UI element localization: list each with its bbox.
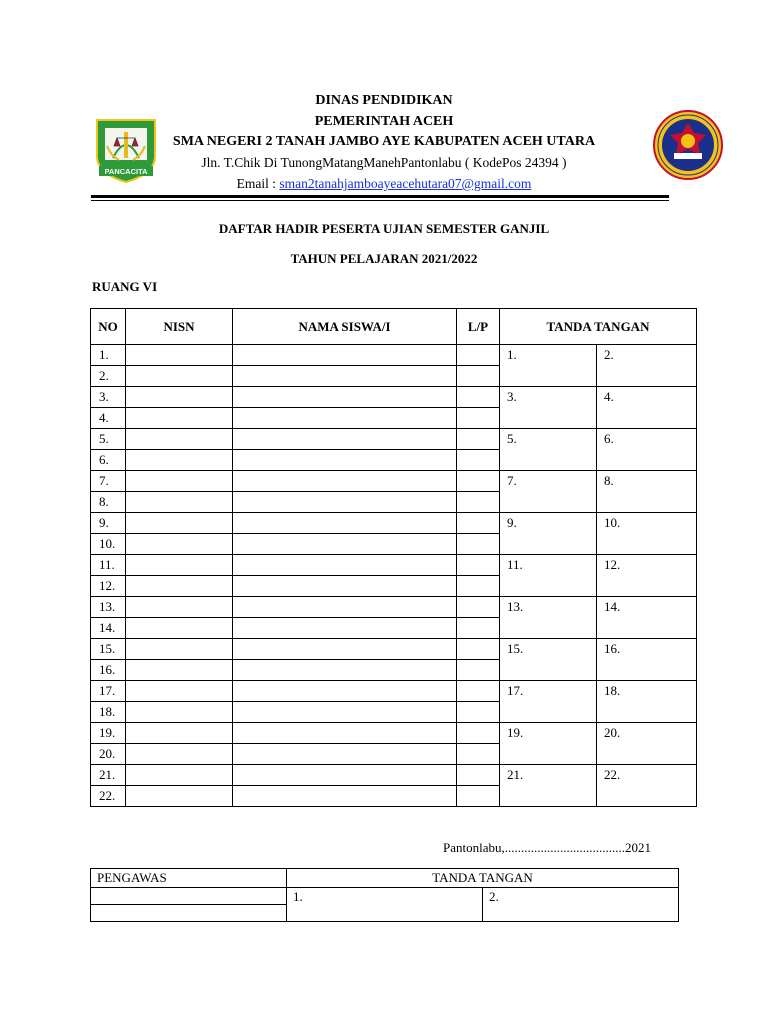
nisn-cell[interactable] [126, 723, 233, 744]
row-number: 5. [91, 429, 126, 450]
gender-cell[interactable] [457, 702, 500, 723]
row-number: 11. [91, 555, 126, 576]
nisn-cell[interactable] [126, 345, 233, 366]
academic-year: TAHUN PELAJARAN 2021/2022 [290, 251, 478, 266]
nisn-cell[interactable] [126, 765, 233, 786]
gender-cell[interactable] [457, 639, 500, 660]
nisn-cell[interactable] [126, 450, 233, 471]
supervisor-table [90, 868, 679, 922]
supervisor-name-cell-1[interactable] [91, 888, 287, 905]
gender-cell[interactable] [457, 429, 500, 450]
gender-cell[interactable] [457, 387, 500, 408]
room-label: RUANG VI [92, 279, 158, 294]
nisn-cell[interactable] [126, 618, 233, 639]
table-row [91, 723, 697, 744]
gender-cell[interactable] [457, 660, 500, 681]
signature-cell[interactable]: 17. [500, 681, 597, 723]
supervisor-signature-1[interactable]: 1. [287, 888, 483, 922]
signature-cell[interactable]: 8. [597, 471, 697, 513]
gender-cell[interactable] [457, 618, 500, 639]
student-name-cell[interactable] [233, 366, 457, 387]
student-name-cell[interactable] [233, 765, 457, 786]
row-number: 13. [91, 597, 126, 618]
nisn-cell[interactable] [126, 387, 233, 408]
supervisor-row [91, 888, 679, 905]
gender-cell[interactable] [457, 534, 500, 555]
table-row [91, 639, 697, 660]
supervisor-signature-header: TANDA TANGAN [287, 869, 679, 888]
student-name-cell[interactable] [233, 534, 457, 555]
signature-cell[interactable]: 4. [597, 387, 697, 429]
row-number: 20. [91, 744, 126, 765]
header-no: NO [91, 309, 126, 345]
student-name-cell[interactable] [233, 639, 457, 660]
gender-cell[interactable] [457, 555, 500, 576]
letterhead-divider-thick [91, 195, 669, 198]
signature-cell[interactable]: 6. [597, 429, 697, 471]
document-title: DAFTAR HADIR PESERTA UJIAN SEMESTER GANJIL [218, 221, 550, 236]
gender-cell[interactable] [457, 408, 500, 429]
signature-cell[interactable]: 10. [597, 513, 697, 555]
attendance-table [90, 308, 697, 807]
header-signature: TANDA TANGAN [500, 309, 697, 345]
student-name-cell[interactable] [233, 555, 457, 576]
row-number: 7. [91, 471, 126, 492]
student-name-cell[interactable] [233, 660, 457, 681]
student-name-cell[interactable] [233, 387, 457, 408]
signature-cell[interactable]: 20. [597, 723, 697, 765]
student-name-cell[interactable] [233, 681, 457, 702]
row-number: 22. [91, 786, 126, 807]
nisn-cell[interactable] [126, 597, 233, 618]
supervisor-header: PENGAWAS [91, 869, 287, 888]
nisn-cell[interactable] [126, 534, 233, 555]
signature-cell[interactable]: 14. [597, 597, 697, 639]
row-number: 21. [91, 765, 126, 786]
signature-cell[interactable]: 1. [500, 345, 597, 387]
student-name-cell[interactable] [233, 408, 457, 429]
row-number: 4. [91, 408, 126, 429]
student-name-cell[interactable] [233, 450, 457, 471]
gender-cell[interactable] [457, 765, 500, 786]
signature-cell[interactable]: 21. [500, 765, 597, 807]
row-number: 12. [91, 576, 126, 597]
signature-cell[interactable]: 7. [500, 471, 597, 513]
gender-cell[interactable] [457, 723, 500, 744]
table-row [91, 471, 697, 492]
row-number: 6. [91, 450, 126, 471]
row-number: 8. [91, 492, 126, 513]
student-name-cell[interactable] [233, 786, 457, 807]
supervisor-header-row [91, 869, 679, 888]
gender-cell[interactable] [457, 744, 500, 765]
signature-cell[interactable]: 5. [500, 429, 597, 471]
student-name-cell[interactable] [233, 576, 457, 597]
student-name-cell[interactable] [233, 471, 457, 492]
nisn-cell[interactable] [126, 639, 233, 660]
signature-cell[interactable]: 3. [500, 387, 597, 429]
email-link[interactable]: sman2tanahjamboayeacehutara07@gmail.com [279, 176, 532, 191]
nisn-cell[interactable] [126, 681, 233, 702]
signature-cell[interactable]: 15. [500, 639, 597, 681]
nisn-cell[interactable] [126, 408, 233, 429]
row-number: 1. [91, 345, 126, 366]
signature-cell[interactable]: 16. [597, 639, 697, 681]
nisn-cell[interactable] [126, 786, 233, 807]
supervisor-signature-2[interactable]: 2. [483, 888, 679, 922]
nisn-cell[interactable] [126, 471, 233, 492]
table-row [91, 513, 697, 534]
signature-cell[interactable]: 19. [500, 723, 597, 765]
student-name-cell[interactable] [233, 345, 457, 366]
signature-cell[interactable]: 11. [500, 555, 597, 597]
row-number: 9. [91, 513, 126, 534]
row-number: 15. [91, 639, 126, 660]
signature-cell[interactable]: 13. [500, 597, 597, 639]
signature-cell[interactable]: 12. [597, 555, 697, 597]
nisn-cell[interactable] [126, 429, 233, 450]
gender-cell[interactable] [457, 786, 500, 807]
nisn-cell[interactable] [126, 744, 233, 765]
student-name-cell[interactable] [233, 492, 457, 513]
gender-cell[interactable] [457, 366, 500, 387]
gender-cell[interactable] [457, 471, 500, 492]
signature-cell[interactable]: 9. [500, 513, 597, 555]
signature-cell[interactable]: 2. [597, 345, 697, 387]
gender-cell[interactable] [457, 576, 500, 597]
row-number: 16. [91, 660, 126, 681]
email-line [0, 176, 768, 192]
school-name: SMA NEGERI 2 TANAH JAMBO AYE KABUPATEN ACEH UTARA [172, 134, 596, 149]
gender-cell[interactable] [457, 681, 500, 702]
row-number: 3. [91, 387, 126, 408]
table-row [91, 765, 697, 786]
student-name-cell[interactable] [233, 429, 457, 450]
nisn-cell[interactable] [126, 702, 233, 723]
row-number: 19. [91, 723, 126, 744]
table-header-row [91, 309, 697, 345]
government-name: PEMERINTAH ACEH [314, 114, 454, 129]
table-row [91, 387, 697, 408]
email-label: Email : [236, 176, 280, 191]
signature-cell[interactable]: 18. [597, 681, 697, 723]
header-nisn: NISN [126, 309, 233, 345]
nisn-cell[interactable] [126, 660, 233, 681]
table-row [91, 681, 697, 702]
student-name-cell[interactable] [233, 744, 457, 765]
table-row [91, 429, 697, 450]
signature-cell[interactable]: 22. [597, 765, 697, 807]
nisn-cell[interactable] [126, 492, 233, 513]
gender-cell[interactable] [457, 492, 500, 513]
student-name-cell[interactable] [233, 702, 457, 723]
nisn-cell[interactable] [126, 576, 233, 597]
gender-cell[interactable] [457, 597, 500, 618]
nisn-cell[interactable] [126, 366, 233, 387]
header-student-name: NAMA SISWA/I [233, 309, 457, 345]
gender-cell[interactable] [457, 450, 500, 471]
table-row [91, 555, 697, 576]
agency-name: DINAS PENDIDIKAN [315, 93, 453, 108]
school-address: Jln. T.Chik Di TunongMatangManehPantonlabu ( KodePos 24394 ) [201, 155, 567, 170]
student-name-cell[interactable] [233, 513, 457, 534]
row-number: 18. [91, 702, 126, 723]
header-gender: L/P [457, 309, 500, 345]
letterhead-divider-thin [91, 200, 669, 201]
place-date-line: Pantonlabu,.....................................2021 [443, 840, 651, 855]
gender-cell[interactable] [457, 513, 500, 534]
supervisor-name-cell-2[interactable] [91, 905, 287, 922]
row-number: 2. [91, 366, 126, 387]
student-name-cell[interactable] [233, 618, 457, 639]
student-name-cell[interactable] [233, 723, 457, 744]
nisn-cell[interactable] [126, 513, 233, 534]
table-row [91, 345, 697, 366]
row-number: 10. [91, 534, 126, 555]
row-number: 17. [91, 681, 126, 702]
nisn-cell[interactable] [126, 555, 233, 576]
gender-cell[interactable] [457, 345, 500, 366]
student-name-cell[interactable] [233, 597, 457, 618]
table-row [91, 597, 697, 618]
logo-banner-text: PANCACITA [104, 167, 148, 176]
row-number: 14. [91, 618, 126, 639]
